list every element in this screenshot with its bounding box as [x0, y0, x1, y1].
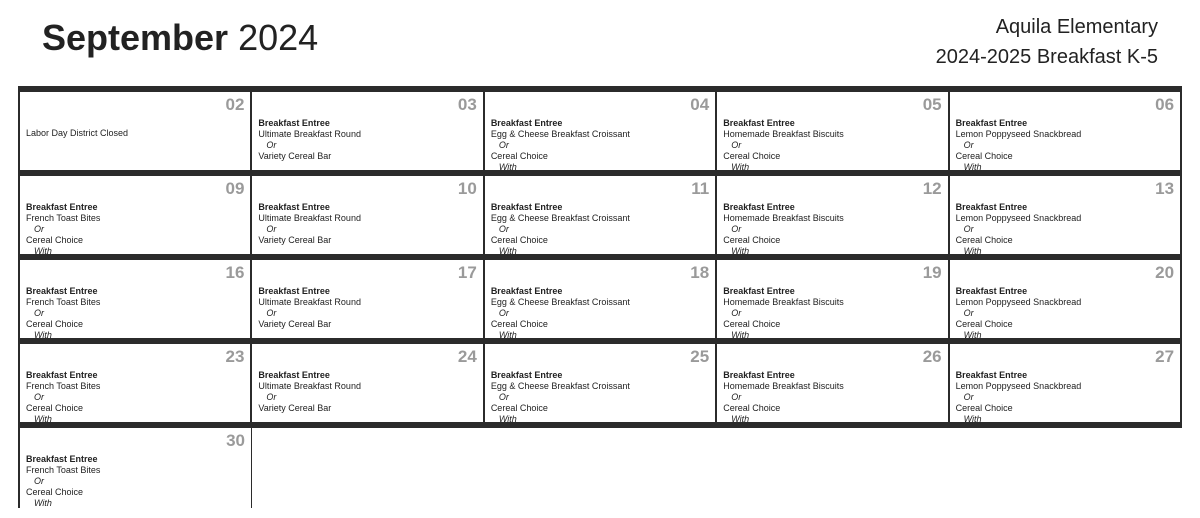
menu-content: [723, 286, 943, 341]
or-label: Or: [731, 224, 742, 234]
day-cell: [948, 260, 1182, 344]
menu-content: [723, 118, 943, 173]
entree-label: Breakfast Entree: [26, 202, 98, 212]
day-number: 13: [1155, 179, 1175, 198]
day-cell: [250, 92, 482, 176]
or-label: Or: [731, 392, 742, 402]
entree-label: Breakfast Entree: [490, 286, 563, 296]
with-label: With: [963, 162, 982, 172]
alternate-item: Cereal Choice: [490, 235, 548, 245]
entree-item: French Toast Bites: [26, 213, 101, 223]
menu-content: [26, 454, 247, 509]
day-number: 12: [922, 179, 942, 198]
entree-label: Breakfast Entree: [258, 286, 330, 296]
or-label: Or: [266, 308, 277, 318]
menu-content: [956, 202, 1176, 257]
entree-label: Breakfast Entree: [723, 202, 795, 212]
menu-content: [258, 202, 478, 246]
entree-label: Breakfast Entree: [490, 118, 563, 128]
day-cell: [18, 176, 250, 260]
or-label: Or: [34, 224, 44, 234]
alternate-item: Cereal Choice: [26, 403, 84, 413]
with-label: With: [34, 414, 52, 424]
alternate-item: Cereal Choice: [490, 319, 548, 329]
alternate-item: Variety Cereal Bar: [258, 403, 332, 413]
day-number: 11: [691, 179, 710, 198]
entree-label: Breakfast Entree: [258, 370, 330, 380]
day-cell: [483, 176, 715, 260]
menu-content: [723, 202, 943, 257]
with-label: With: [34, 330, 52, 340]
with-label: With: [731, 162, 750, 172]
with-label: With: [731, 414, 750, 424]
school-header: [936, 12, 1158, 72]
alternate-item: Cereal Choice: [955, 235, 1013, 245]
entree-item: Ultimate Breakfast Round: [258, 213, 361, 223]
alternate-item: Cereal Choice: [723, 403, 781, 413]
page-title: [42, 16, 318, 60]
or-label: Or: [963, 224, 974, 234]
alternate-item: Cereal Choice: [955, 319, 1013, 329]
menu-content: [258, 286, 478, 330]
alternate-item: Cereal Choice: [723, 151, 781, 161]
menu-content: [491, 118, 711, 173]
alternate-item: Cereal Choice: [26, 319, 84, 329]
with-label: With: [498, 162, 517, 172]
alternate-item: Variety Cereal Bar: [258, 319, 332, 329]
day-cell: [250, 260, 482, 344]
or-label: Or: [266, 224, 277, 234]
entree-label: Breakfast Entree: [723, 286, 795, 296]
day-cell: [18, 428, 252, 508]
or-label: Or: [34, 392, 44, 402]
or-label: Or: [498, 308, 509, 318]
day-cell: [715, 176, 947, 260]
day-cell: [250, 344, 482, 428]
entree-item: Egg & Cheese Breakfast Croissant: [490, 213, 630, 223]
entree-item: Homemade Breakfast Biscuits: [723, 129, 844, 139]
alternate-item: Cereal Choice: [723, 319, 781, 329]
day-number: 23: [225, 347, 245, 366]
or-label: Or: [266, 140, 277, 150]
day-number: 24: [457, 347, 477, 366]
entree-label: Breakfast Entree: [723, 370, 795, 380]
menu-content: [956, 370, 1176, 425]
or-label: Or: [963, 308, 974, 318]
or-label: Or: [266, 392, 277, 402]
entree-label: Breakfast Entree: [258, 118, 330, 128]
calendar-week: [18, 344, 1182, 428]
menu-content: [26, 370, 246, 425]
or-label: Or: [34, 476, 44, 486]
entree-item: French Toast Bites: [26, 381, 101, 391]
alternate-item: Cereal Choice: [490, 403, 548, 413]
day-cell: [715, 260, 947, 344]
or-label: Or: [731, 140, 742, 150]
day-cell: [948, 176, 1182, 260]
day-cell: [18, 344, 250, 428]
with-label: With: [963, 330, 982, 340]
menu-content: [491, 202, 711, 257]
menu-content: [723, 370, 943, 425]
month-label: September: [42, 17, 229, 58]
day-number: 18: [690, 263, 710, 282]
menu-content: [956, 118, 1176, 173]
or-label: Or: [731, 308, 742, 318]
day-number: 05: [922, 95, 942, 114]
entree-label: Breakfast Entree: [490, 202, 563, 212]
day-cell: [18, 260, 250, 344]
day-cell: [715, 92, 947, 176]
menu-content: [258, 118, 478, 162]
day-number: 10: [457, 179, 477, 198]
entree-item: Ultimate Breakfast Round: [258, 297, 361, 307]
entree-item: Lemon Poppyseed Snackbread: [955, 129, 1082, 139]
entree-label: Breakfast Entree: [490, 370, 563, 380]
menu-content: [956, 286, 1176, 341]
day-number: 16: [225, 263, 245, 282]
or-label: Or: [498, 224, 509, 234]
day-number: 06: [1155, 95, 1175, 114]
day-number: 17: [457, 263, 477, 282]
day-number: 03: [457, 95, 477, 114]
entree-label: Breakfast Entree: [723, 118, 795, 128]
entree-label: Breakfast Entree: [955, 202, 1028, 212]
day-cell: [715, 344, 947, 428]
entree-label: Breakfast Entree: [955, 286, 1028, 296]
entree-label: Breakfast Entree: [955, 370, 1028, 380]
entree-label: Breakfast Entree: [26, 370, 98, 380]
entree-item: Ultimate Breakfast Round: [258, 129, 361, 139]
entree-item: Lemon Poppyseed Snackbread: [955, 297, 1082, 307]
entree-label: Breakfast Entree: [26, 454, 98, 464]
day-number: 30: [226, 431, 245, 450]
day-note: Labor Day District Closed: [26, 128, 129, 138]
entree-item: Lemon Poppyseed Snackbread: [955, 213, 1082, 223]
entree-item: Egg & Cheese Breakfast Croissant: [490, 297, 630, 307]
with-label: With: [731, 330, 750, 340]
with-label: With: [34, 246, 52, 256]
alternate-item: Variety Cereal Bar: [258, 235, 332, 245]
entree-item: Egg & Cheese Breakfast Croissant: [490, 381, 630, 391]
day-number: 25: [690, 347, 710, 366]
with-label: With: [34, 498, 52, 508]
day-number: 02: [225, 95, 245, 114]
entree-label: Breakfast Entree: [26, 286, 98, 296]
day-number: 20: [1155, 263, 1175, 282]
alternate-item: Cereal Choice: [26, 487, 84, 497]
school-name: Aquila Elementary: [995, 16, 1158, 38]
calendar-week: [18, 428, 1182, 508]
entree-item: French Toast Bites: [26, 465, 101, 475]
entree-label: Breakfast Entree: [955, 118, 1028, 128]
calendar-week: [18, 92, 1182, 176]
day-cell: [18, 92, 250, 176]
day-number: 19: [922, 263, 942, 282]
day-number: 27: [1155, 347, 1175, 366]
with-label: With: [731, 246, 750, 256]
alternate-item: Cereal Choice: [26, 235, 84, 245]
entree-item: Homemade Breakfast Biscuits: [723, 213, 844, 223]
alternate-item: Cereal Choice: [955, 151, 1013, 161]
year-label: 2024: [238, 17, 319, 58]
or-label: Or: [34, 308, 44, 318]
day-cell: [948, 344, 1182, 428]
or-label: Or: [498, 392, 509, 402]
with-label: With: [498, 414, 517, 424]
or-label: Or: [963, 140, 974, 150]
menu-content: [26, 286, 246, 341]
entree-item: Egg & Cheese Breakfast Croissant: [490, 129, 630, 139]
calendar-week: [18, 176, 1182, 260]
entree-item: Homemade Breakfast Biscuits: [723, 381, 844, 391]
calendar-week: [18, 260, 1182, 344]
with-label: With: [498, 246, 517, 256]
entree-item: Ultimate Breakfast Round: [258, 381, 361, 391]
entree-label: Breakfast Entree: [258, 202, 330, 212]
day-cell: [483, 344, 715, 428]
day-cell: [483, 260, 715, 344]
alternate-item: Cereal Choice: [490, 151, 548, 161]
menu-content: [491, 286, 711, 341]
day-cell: [250, 176, 482, 260]
day-number: 26: [922, 347, 942, 366]
entree-item: Homemade Breakfast Biscuits: [723, 297, 844, 307]
entree-item: French Toast Bites: [26, 297, 101, 307]
with-label: With: [963, 414, 982, 424]
menu-content: [26, 202, 246, 257]
or-label: Or: [963, 392, 974, 402]
menu-name: 2024-2025 Breakfast K-5: [935, 46, 1158, 68]
menu-content: [491, 370, 711, 425]
alternate-item: Cereal Choice: [955, 403, 1013, 413]
or-label: Or: [498, 140, 509, 150]
day-cell: [948, 92, 1182, 176]
day-number: 04: [690, 95, 710, 114]
alternate-item: Variety Cereal Bar: [258, 151, 332, 161]
day-cell: [483, 92, 715, 176]
menu-content: [258, 370, 478, 414]
with-label: With: [963, 246, 982, 256]
day-number: 09: [225, 179, 245, 198]
alternate-item: Cereal Choice: [723, 235, 781, 245]
entree-item: Lemon Poppyseed Snackbread: [955, 381, 1082, 391]
calendar-grid: [18, 86, 1182, 508]
with-label: With: [498, 330, 517, 340]
